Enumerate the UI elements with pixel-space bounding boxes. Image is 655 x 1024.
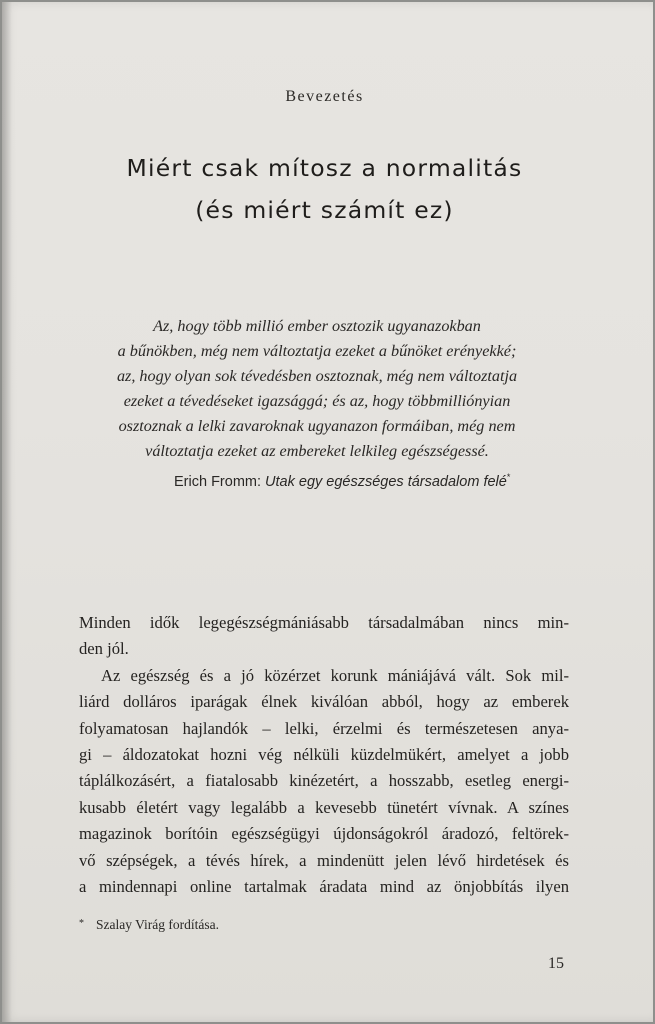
- body-line: kusabb életért vagy legalább a kevesebb tünetért vívnak. A színes: [79, 797, 569, 817]
- section-label: Bevezetés: [285, 88, 364, 105]
- body-line: a mindennapi online tartalmak áradata mind az önjobbítás ilyen: [79, 877, 569, 897]
- epigraph-line: ezeket a tévedéseket igazsággá; és az, hogy többmilliónyian: [123, 392, 511, 410]
- chapter-title-line-2: (és miért számít ez): [195, 196, 454, 224]
- body-line: Az egészség és a jó közérzet korunk mániájává vált. Sok mil-: [101, 665, 569, 685]
- epigraph-attribution: [174, 472, 510, 490]
- body-line: Minden idők legegészségmániásabb társadalmában nincs min-: [79, 613, 569, 632]
- epigraph-book-title: Utak egy egészséges társadalom felé: [265, 473, 507, 490]
- chapter-title-line-1: Miért csak mítosz a normalitás: [126, 154, 523, 182]
- body-line: táplálkozásért, a fiatalosabb kinézetért, a hosszabb, esetleg energi-: [79, 771, 569, 791]
- footnote-text: Szalay Virág fordítása.: [96, 917, 220, 932]
- body-line: gi – áldozatokat hozni vég nélküli küzdelmükért, amelyet a jobb: [79, 745, 569, 765]
- body-text: [79, 610, 569, 900]
- footnote: [79, 917, 219, 933]
- body-line: liárd dolláros iparágak élnek kiválóan abból, hogy az emberek: [79, 692, 569, 712]
- epigraph-line: változtatja ezeket az embereket lelkileg egészségessé.: [145, 442, 489, 460]
- epigraph-line: Az, hogy több millió ember osztozik ugyanazokban: [153, 317, 481, 335]
- book-page: [2, 2, 653, 1022]
- body-line: magazinok borítóin egészségügyi újdonságokról áradozó, feltörek-: [79, 824, 569, 844]
- epigraph-line: osztoznak a lelki zavaroknak ugyanazon formáiban, még nem: [118, 417, 516, 435]
- epigraph: [92, 314, 542, 464]
- page-number: 15: [548, 955, 564, 972]
- epigraph-line: a bűnökben, még nem változtatja ezeket a bűnöket erényekké;: [117, 342, 517, 360]
- body-line: folyamatosan hajlandók – lelki, érzelmi és természetesen anya-: [79, 718, 569, 738]
- epigraph-author: Erich Fromm:: [174, 473, 261, 490]
- body-line: vő szépségek, a tévés hírek, a mindenütt jelen lévő hirdetések és: [79, 850, 569, 870]
- body-line: den jól.: [79, 639, 129, 659]
- footnote-mark: *: [79, 918, 84, 929]
- epigraph-line: az, hogy olyan sok tévedésben osztoznak, még nem változtatja: [116, 367, 518, 385]
- footnote-reference: *: [506, 472, 511, 482]
